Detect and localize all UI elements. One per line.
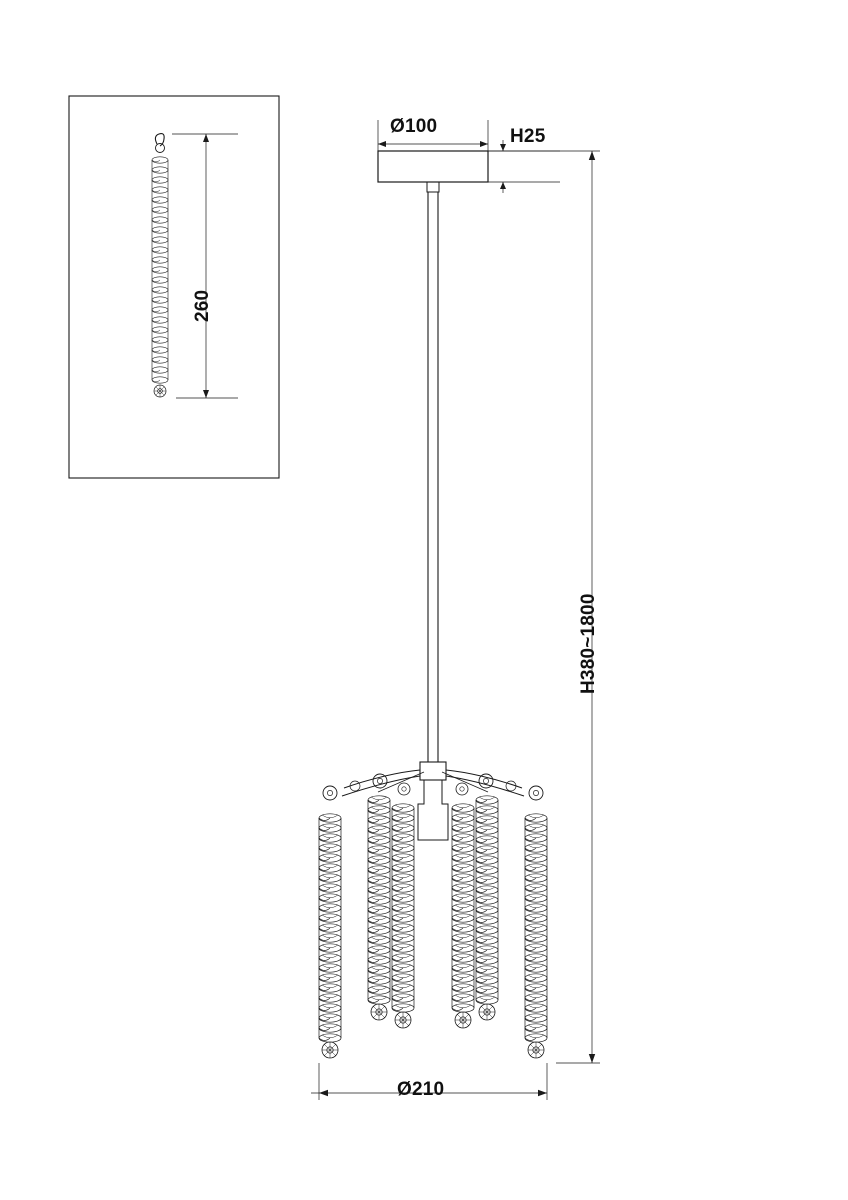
- lamp-body-arms: [323, 762, 543, 840]
- dimension-label-canopy-height: H25: [510, 126, 546, 147]
- crystal-bead-strands: [319, 796, 547, 1058]
- dimension-label-total-height: H380~1800: [578, 593, 599, 694]
- suspension-rod: [428, 192, 438, 762]
- dimension-label-detail-height: 260: [192, 289, 213, 322]
- dimension-label-shade-diameter: Ø210: [397, 1079, 445, 1100]
- ceiling-canopy: [378, 151, 488, 192]
- detail-inset-box: [69, 96, 279, 478]
- crystal-bead-strand-detail: [152, 134, 168, 397]
- dimension-detail-height: [172, 134, 238, 398]
- dimension-label-canopy-diameter: Ø100: [390, 116, 438, 137]
